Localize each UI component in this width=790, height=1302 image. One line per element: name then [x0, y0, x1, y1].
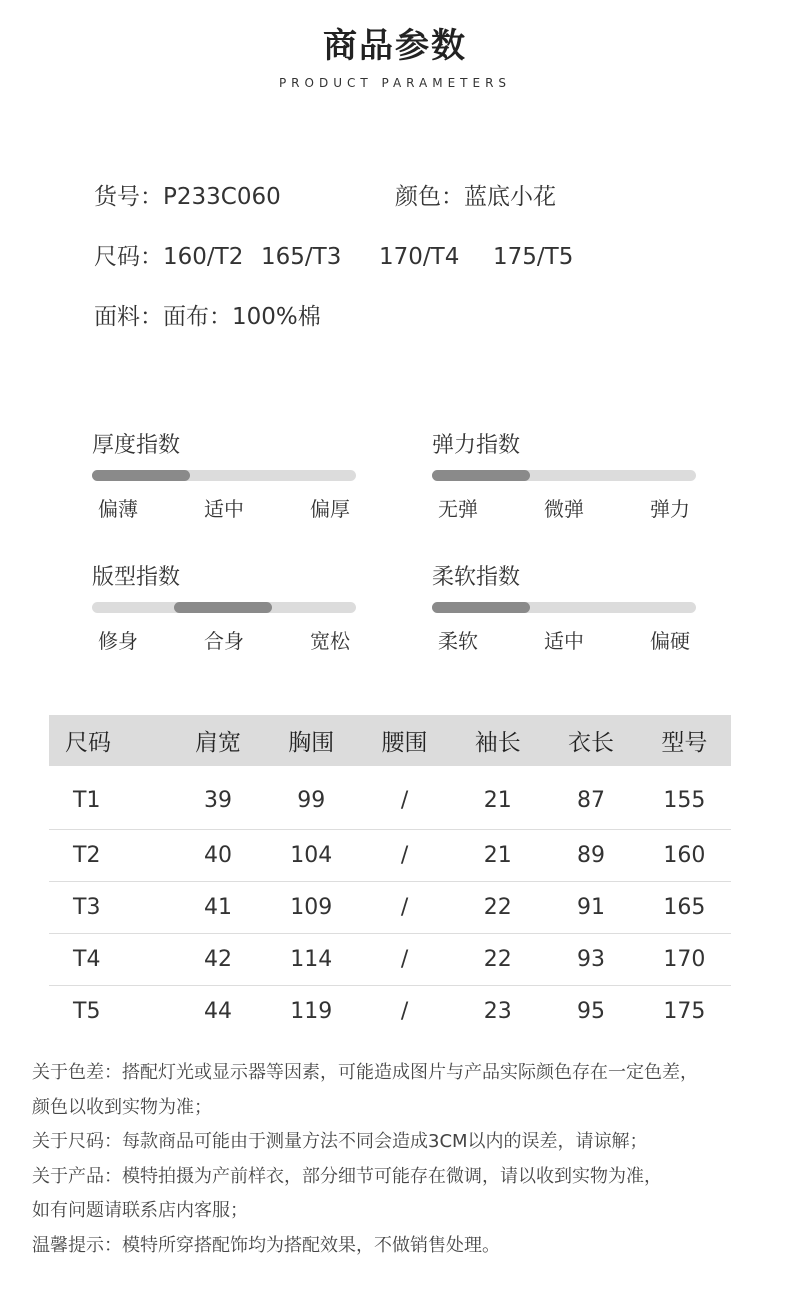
table-cell: 21: [451, 830, 544, 882]
notes-section: [32, 1056, 772, 1263]
table-row: [49, 882, 731, 934]
table-row: [49, 830, 731, 882]
index-track: [432, 602, 696, 613]
color-label: 颜色：: [395, 184, 464, 210]
size-option: 165/T3: [261, 244, 342, 270]
table-row: [49, 986, 731, 1038]
size-option: 160/T2: [163, 244, 244, 270]
index-tick-label: 宽松: [310, 629, 350, 653]
column-header: 尺码: [49, 715, 171, 766]
table-cell: /: [358, 882, 451, 934]
size-label: 尺码：: [94, 244, 163, 270]
size-option: 175/T5: [493, 244, 574, 270]
index-level-bar: [432, 602, 530, 613]
table-cell: /: [358, 934, 451, 986]
index-tick-label: 偏薄: [98, 497, 138, 521]
note-line: 如有问题请联系店内客服；: [32, 1200, 248, 1221]
index-tick-label: 合身: [204, 629, 244, 653]
note-line: 关于色差：搭配灯光或显示器等因素，可能造成图片与产品实际颜色存在一定色差，: [32, 1062, 698, 1083]
index-track: [92, 602, 356, 613]
index-scale: [92, 493, 356, 522]
column-header: 衣长: [544, 715, 637, 766]
column-header: 型号: [638, 715, 731, 766]
index-level-bar: [174, 602, 272, 613]
note-line: 关于产品：模特拍摄为产前样衣，部分细节可能存在微调，请以收到实物为准，: [32, 1165, 662, 1187]
index-level-bar: [432, 470, 530, 481]
table-cell: T2: [49, 830, 171, 882]
table-cell: 44: [204, 999, 233, 1024]
table-cell: 42: [171, 934, 264, 986]
fabric-label: 面料：: [94, 304, 163, 330]
table-cell: 175: [663, 999, 706, 1024]
table-cell: T1: [49, 766, 171, 830]
table-cell: 87: [544, 766, 637, 830]
index-tick-label: 弹力: [650, 497, 690, 521]
size-option: 170/T4: [379, 244, 460, 270]
table-cell: T4: [49, 934, 171, 986]
table-cell: /: [400, 999, 409, 1024]
table-cell: 22: [451, 934, 544, 986]
table-cell: 41: [171, 882, 264, 934]
index-tick-label: 偏硬: [650, 629, 690, 653]
index-scale: [92, 625, 356, 654]
table-cell: 91: [544, 882, 637, 934]
table-cell: 104: [265, 830, 358, 882]
column-header: 腰围: [358, 715, 451, 766]
info-row-sizes: [94, 238, 573, 271]
column-header: 胸围: [265, 715, 358, 766]
note-line: 温馨提示：模特所穿搭配饰均为搭配效果，不做销售处理。: [32, 1234, 500, 1256]
index-level-bar: [92, 470, 190, 481]
table-cell: 170: [638, 934, 731, 986]
index-track: [92, 470, 356, 481]
table-row: [49, 934, 731, 986]
table-cell: 22: [451, 882, 544, 934]
fabric-value: 面布：100%棉: [163, 304, 321, 330]
item-no-label: 货号：: [94, 184, 163, 210]
index-tick-label: 适中: [544, 629, 584, 653]
table-cell: 95: [577, 999, 606, 1024]
index-tick-label: 修身: [98, 629, 138, 653]
table-cell: 21: [451, 766, 544, 830]
note-line: 颜色以收到实物为准；: [32, 1096, 212, 1118]
table-cell: T3: [49, 882, 171, 934]
index-title: 厚度指数: [92, 433, 181, 458]
table-cell: 160: [638, 830, 731, 882]
table-cell: 155: [638, 766, 731, 830]
table-cell: 23: [483, 999, 512, 1024]
thickness-index: [92, 428, 356, 522]
table-cell: 40: [171, 830, 264, 882]
table-cell: 93: [544, 934, 637, 986]
info-row-fabric: [94, 298, 321, 331]
info-row-item-color: [94, 178, 556, 211]
elasticity-index: [432, 428, 696, 522]
index-tick-label: 无弹: [438, 497, 478, 521]
table-cell: 39: [171, 766, 264, 830]
table-cell: 109: [265, 882, 358, 934]
table-row: [49, 766, 731, 830]
table-cell: /: [358, 830, 451, 882]
index-track: [432, 470, 696, 481]
index-tick-label: 偏厚: [310, 497, 350, 521]
note-line: 关于尺码：每款商品可能由于测量方法不同会造成3CM以内的误差，请谅解；: [32, 1131, 648, 1152]
color-value: 蓝底小花: [464, 184, 556, 210]
table-cell: /: [358, 766, 451, 830]
index-tick-label: 微弹: [544, 497, 584, 521]
index-scale: [432, 625, 696, 654]
table-cell: 165: [638, 882, 731, 934]
table-cell: 89: [544, 830, 637, 882]
size-table-header: [49, 715, 731, 766]
table-cell: 119: [290, 999, 333, 1024]
page-title: 商品参数: [323, 26, 467, 66]
index-tick-label: 柔软: [438, 629, 478, 653]
table-cell: 114: [265, 934, 358, 986]
item-no-value: P233C060: [163, 184, 281, 210]
index-title: 版型指数: [92, 565, 181, 590]
index-title: 柔软指数: [432, 565, 521, 590]
index-tick-label: 适中: [204, 497, 244, 521]
column-header: 袖长: [451, 715, 544, 766]
size-table: [49, 715, 731, 1037]
table-cell: 99: [265, 766, 358, 830]
column-header: 肩宽: [171, 715, 264, 766]
softness-index: [432, 560, 696, 654]
page-subtitle: PRODUCT PARAMETERS: [278, 76, 512, 90]
fit-index: [92, 560, 356, 654]
index-title: 弹力指数: [432, 433, 521, 458]
table-cell: T5: [73, 999, 101, 1024]
index-scale: [432, 493, 696, 522]
